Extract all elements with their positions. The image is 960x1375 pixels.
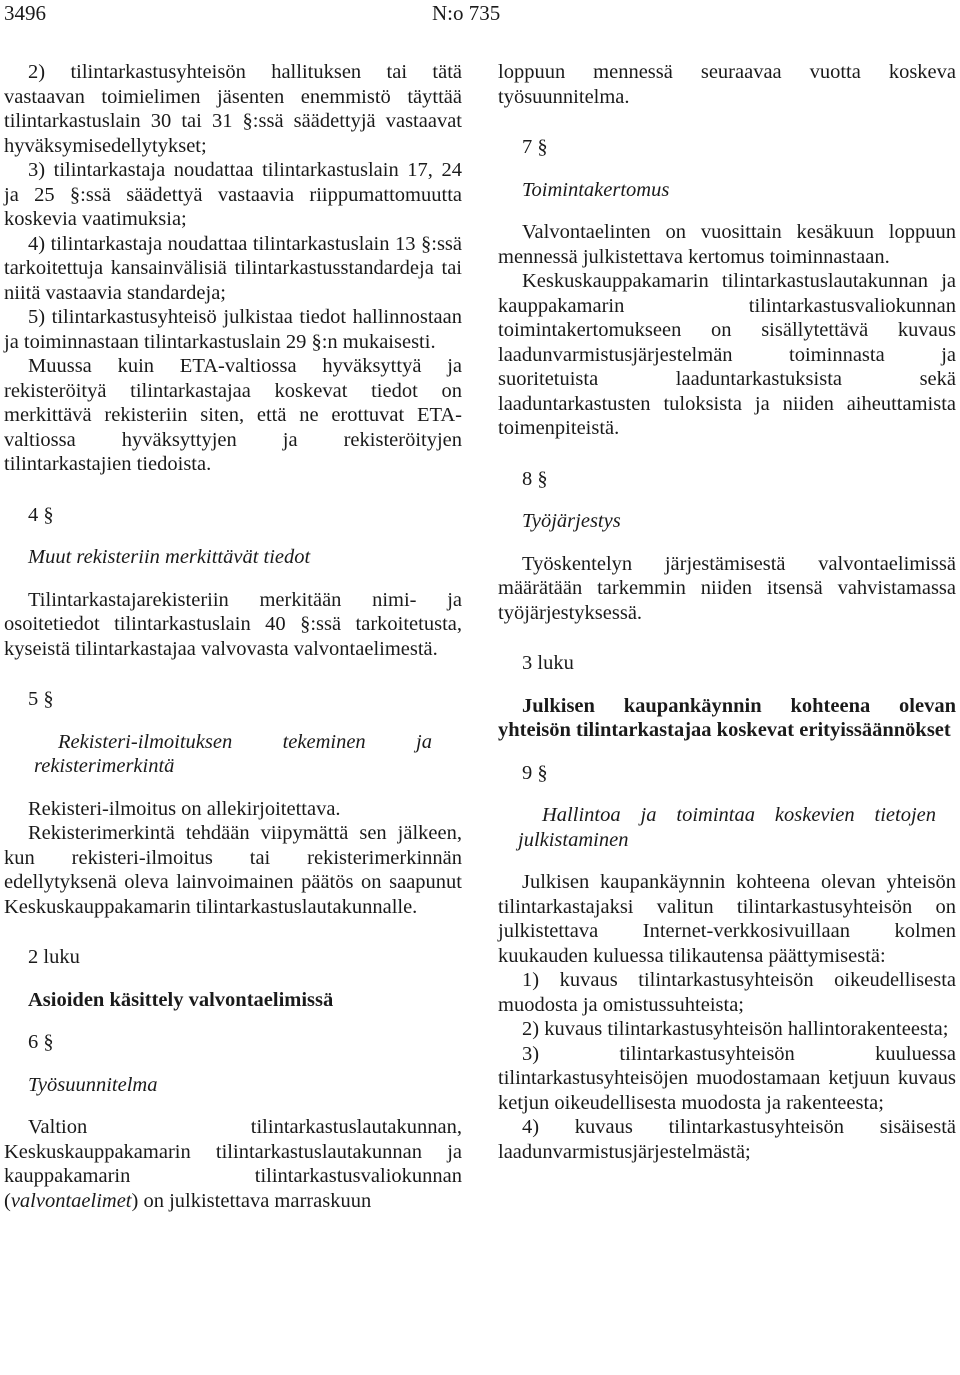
section-number: 9 § (522, 761, 548, 784)
list-item: 2) tilintarkastusyhteisön hallituksen tai tätä vastaavan toimielimen jäsenten enemmistö täyttää tilintarkastuslain 30 tai 31 §:ssä säädettyjä vastaavat hyväksymisedellytykset; (4, 61, 462, 157)
paragraph: Rekisterimerkintä tehdään viipymättä sen jälkeen, kun rekisteri-ilmoitus tai rekisterimerkinnän edellytyksenä oleva lainvoimainen päätös on saapunut Keskuskauppakamarin tilintarkastuslautakunnalle. (4, 822, 462, 918)
list-item: 4) kuvaus tilintarkastusyhteisön sisäisestä laadunvarmistusjärjestelmästä; (498, 1116, 956, 1163)
left-column (4, 60, 462, 1213)
paragraph-italic: valvontaelimet (10, 1189, 132, 1212)
chapter-number: 2 luku (28, 946, 80, 968)
paragraph: Valvontaelinten on vuosittain kesäkuun loppuun mennessä julkistettava kertomus toiminnastaan. (498, 221, 956, 268)
list-item: 3) tilintarkastusyhteisön kuuluessa tilintarkastusyhteisöjen muodostamaan ketjuun kuvaus ketjun oikeudellisesta muodosta ja rakenteesta; (498, 1042, 956, 1114)
section-title: Työsuunnitelma (28, 1073, 158, 1096)
list-item: 3) tilintarkastaja noudattaa tilintarkastuslain 17, 24 ja 25 §:ssä säädettyä vastaavia riippumattomuutta koskevia vaatimuksia; (4, 159, 462, 230)
paragraph: Keskuskauppakamarin tilintarkastuslautakunnan ja kauppakamarin tilintarkastusvaliokunnan toimintakertomukseen on sisällytettävä kuvaus laadunvarmistusjärjestelmän toiminnasta ja suoritetuista laaduntarkastuksista sekä laaduntarkastusten tuloksista ja niiden aiheuttamista toimenpiteistä. (498, 270, 956, 439)
list-item: 4) tilintarkastaja noudattaa tilintarkastuslain 13 §:ssä tarkoitettuja kansainvälisiä tilintarkastusstandardeja tai niitä vastaavia standardeja; (4, 232, 462, 304)
paragraph: Työskentelyn järjestämisestä valvontaelimissä määrätään tarkemmin niiden itsensä vahvistamassa työjärjestyksessä. (498, 552, 956, 624)
right-column (498, 60, 956, 1164)
section-number: 8 § (522, 467, 548, 490)
list-item: 5) tilintarkastusyhteisö julkistaa tiedot hallinnostaan ja toiminnastaan tilintarkastuslain 29 §:n mukaisesti. (4, 306, 462, 353)
chapter-title: Asioiden käsittely valvontaelimissä (28, 988, 334, 1011)
section-number: 5 § (28, 688, 54, 710)
section-title: Hallintoa ja toimintaa koskevien tietojen julkistaminen (518, 804, 936, 851)
list-item: 2) kuvaus tilintarkastusyhteisön hallintorakenteesta; (522, 1018, 949, 1040)
paragraph: loppuun mennessä seuraavaa vuotta koskeva työsuunnitelma. (498, 61, 956, 108)
section-number: 4 § (28, 503, 54, 526)
section-title: Rekisteri-ilmoituksen tekeminen ja rekisterimerkintä (34, 730, 432, 777)
section-title: Toimintakertomus (522, 178, 670, 201)
paragraph: Tilintarkastajarekisteriin merkitään nimi- ja osoitetiedot tilintarkastuslain 40 §:ssä tarkoitetusta, kyseistä tilintarkastajaa valvovasta valvontaelimestä. (4, 588, 462, 660)
section-number: 7 § (522, 136, 548, 158)
chapter-number: 3 luku (522, 652, 574, 674)
paragraph-text: Valtion tilintarkastuslautakunnan, Keskuskauppakamarin tilintarkastuslautakunnan ja kauppakamarin tilintarkastusvaliokunnan ( (4, 1116, 462, 1212)
paragraph (4, 1115, 462, 1213)
chapter-title: Julkisen kaupankäynnin kohteena olevan yhteisön tilintarkastajaa koskevat erityissäännökset (498, 694, 956, 741)
paragraph-text: ) on julkistettava marraskuun (131, 1189, 372, 1212)
paragraph: Rekisteri-ilmoitus on allekirjoitettava. (28, 797, 341, 820)
paragraph: Julkisen kaupankäynnin kohteena olevan yhteisön tilintarkastajaksi valitun tilintarkastusyhteisön on julkistettava Internet-verkkosivuillaan kolmen kuukauden kuluessa tilikautensa päättymisestä: (498, 871, 956, 967)
section-title: Työjärjestys (522, 510, 621, 532)
issue-number: N:o 735 (432, 1, 501, 25)
section-number: 6 § (28, 1031, 54, 1053)
section-title: Muut rekisteriin merkittävät tiedot (28, 546, 311, 568)
page-number: 3496 (4, 1, 46, 25)
list-item: 1) kuvaus tilintarkastusyhteisön oikeudellisesta muodosta ja omistussuhteista; (498, 969, 956, 1016)
page-header (0, 0, 960, 28)
paragraph: Muussa kuin ETA-valtiossa hyväksyttyä ja rekisteröityä tilintarkastajaa koskevat tiedot on merkittävä rekisteriin siten, että ne erottuvat ETA-valtiossa hyväksyttyjen ja rekisteröityjen tilintarkastajien tiedoista. (4, 355, 462, 475)
